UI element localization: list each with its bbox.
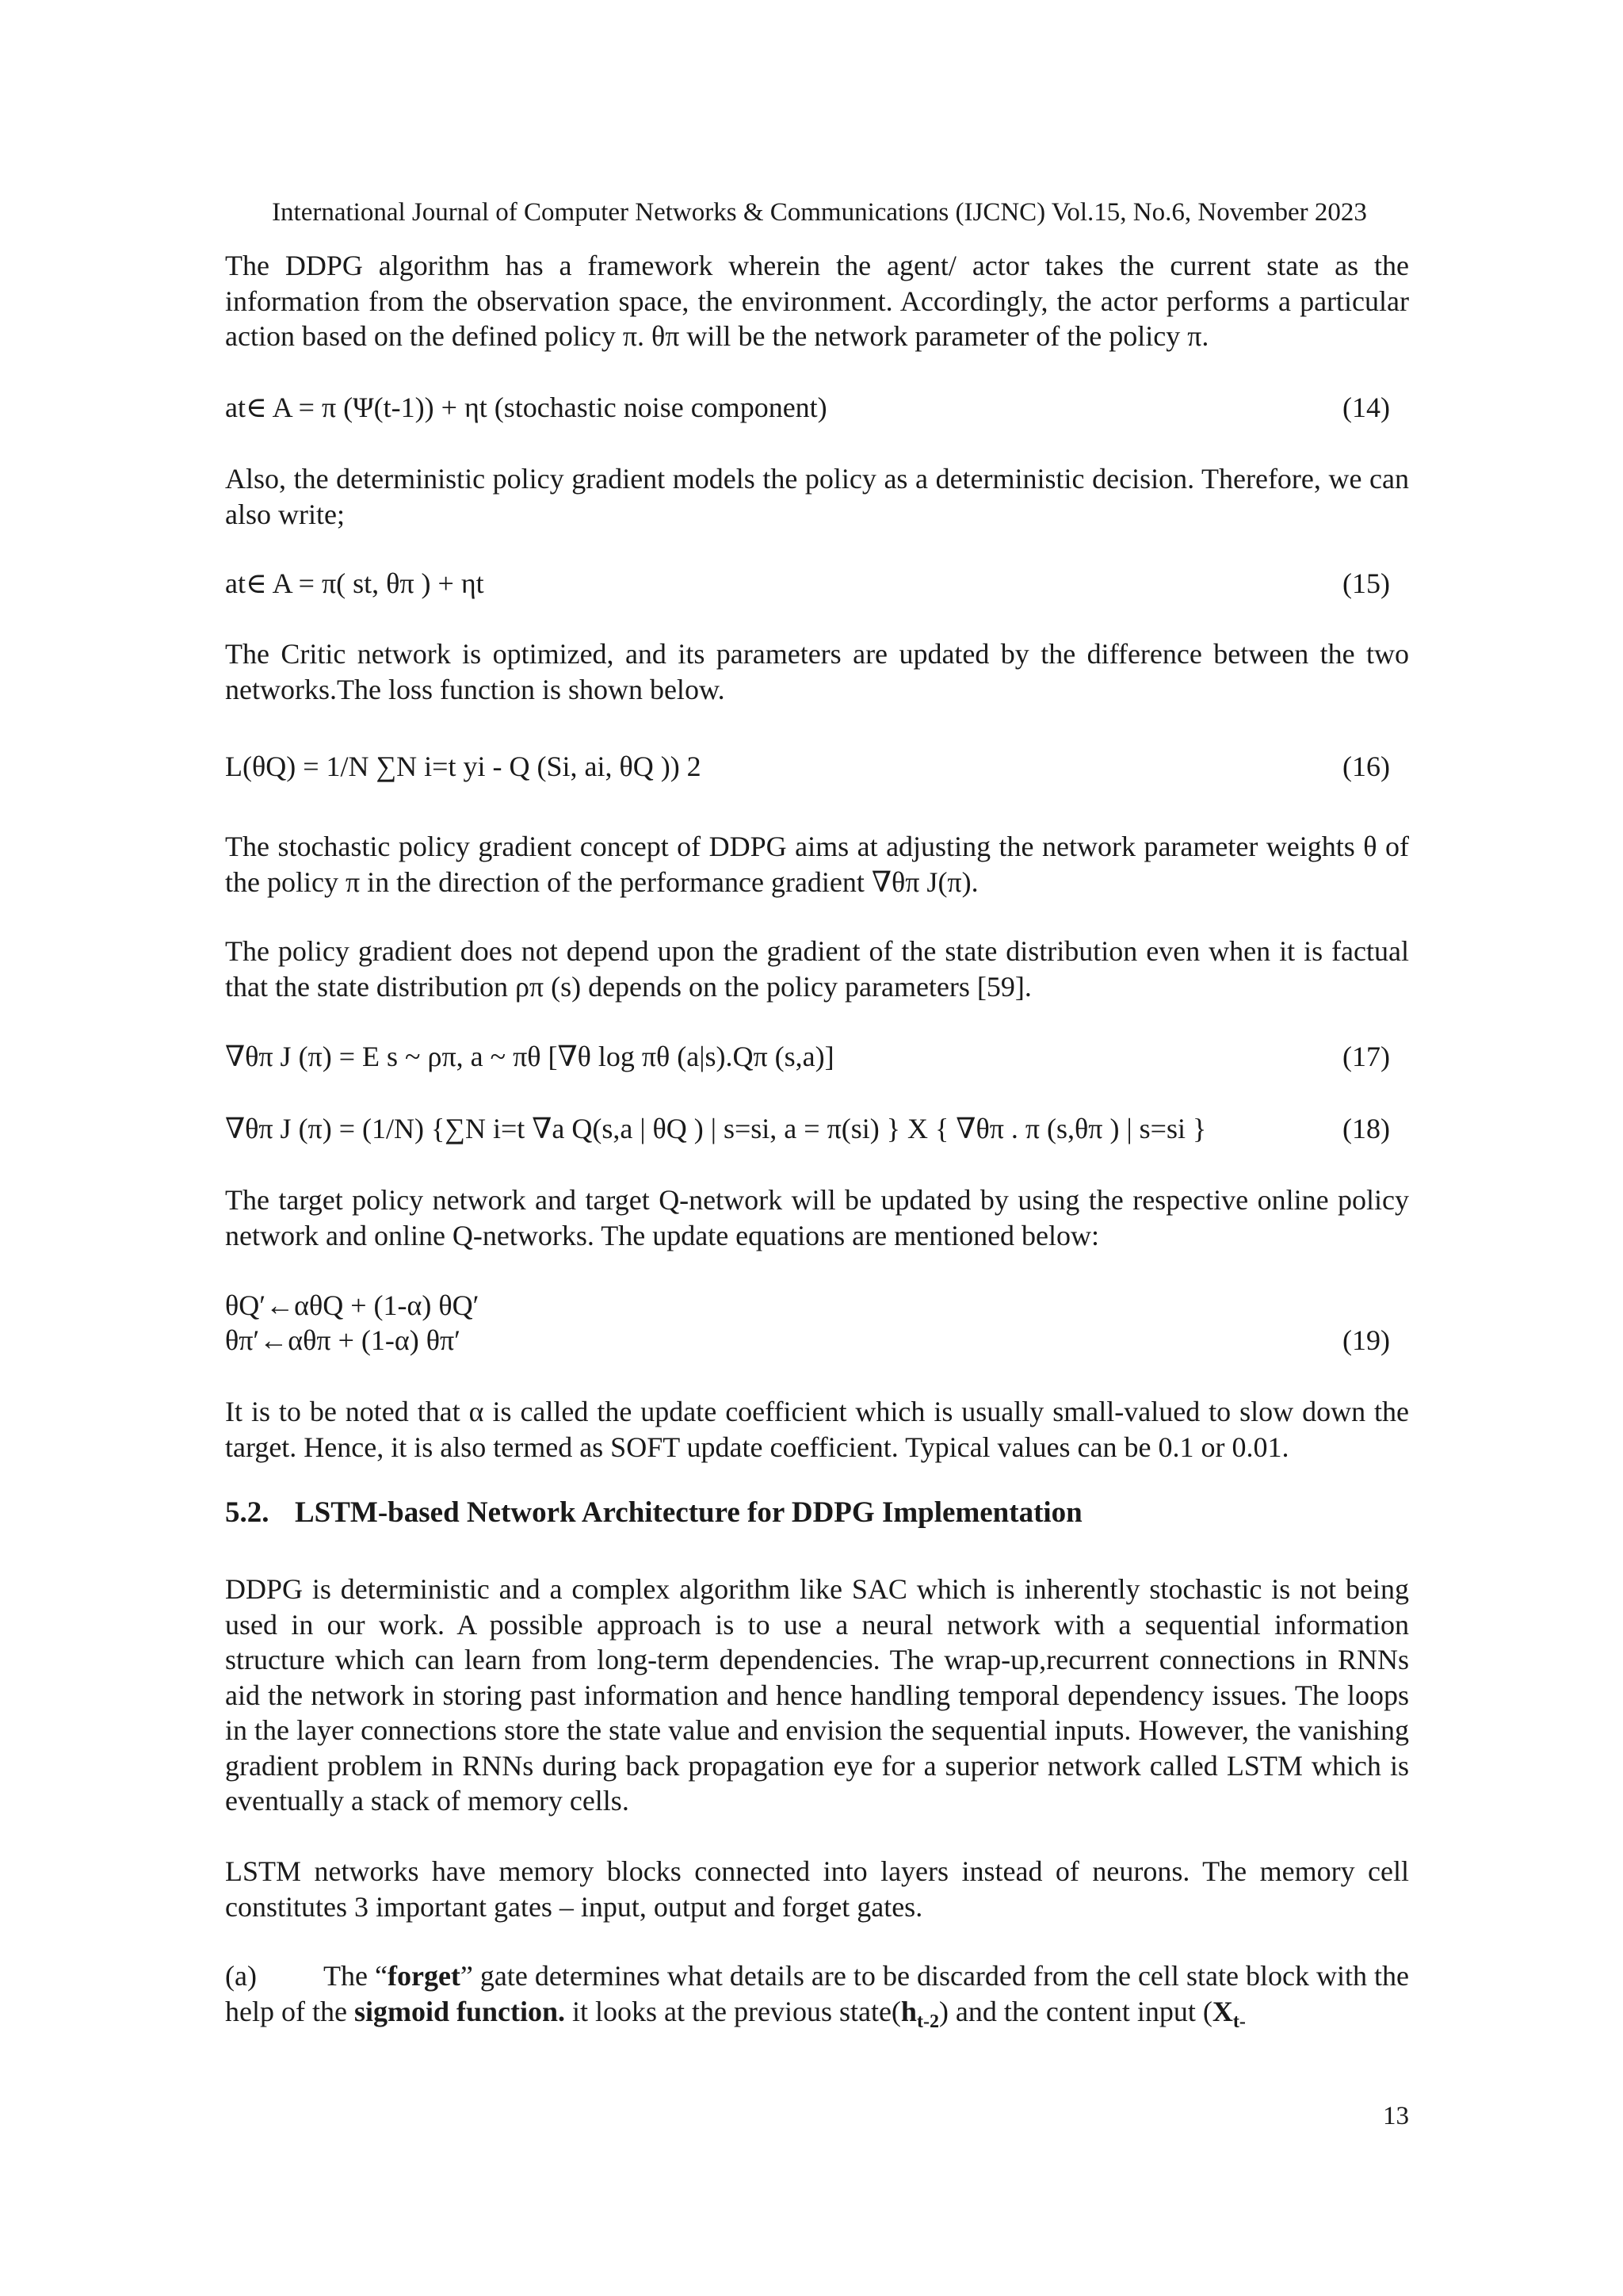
equation-15	[225, 566, 1409, 601]
equation-16	[225, 749, 1409, 784]
equation-number: (17)	[1342, 1041, 1390, 1072]
paragraph-text: The stochastic policy gradient concept of DDPG aims at adjusting the network parameter weights θ of the policy π in the direction of the performance gradient ∇θπ J(π).	[225, 831, 1409, 898]
paragraph-state-distribution	[225, 934, 1409, 1004]
list-item-forget-gate	[225, 1958, 1409, 2039]
paragraph-update-coefficient	[225, 1394, 1409, 1465]
paragraph-ddpg-framework	[225, 248, 1409, 354]
bold-term: $h_{t-2}$	[900, 1995, 939, 2032]
section-number: 5.2.	[225, 1496, 269, 1529]
paragraph-text: The DDPG algorithm has a framework wherein the agent/ actor takes the current state as the information from the observation space, the environment. Accordingly, the actor performs a particular action based on the defined policy π. θπ will be the network parameter of the policy π.	[225, 250, 1409, 352]
equation-number: (14)	[1342, 392, 1390, 423]
paragraph-text: DDPG is deterministic and a complex algorithm like SAC which is inherently stochastic is not being used in our work. A possible approach is to use a neural network with a sequential information structure which can learn from long-term dependencies. The wrap-up,recurrent connections in RNNs aid the network in storing past information and hence handling temporal dependency issues. The loops in the layer connections store the state value and envision the sequential inputs. However, the vanishing gradient problem in RNNs during back propagation eye for a superior network called LSTM which is eventually a stack of memory cells.	[225, 1573, 1409, 1817]
paragraph-text: The policy gradient does not depend upon the gradient of the state distribution even when it is factual that the state distribution ρπ (s) depends on the policy parameters [59].	[225, 935, 1409, 1003]
equation-expression: ∇θπ J (π) = (1/N) {∑N i=t ∇a Q(s,a | θQ ) | s=si, a = π(si) } X { ∇θπ . π (s,θπ ) | s=si }	[225, 1113, 1207, 1144]
paragraph-lstm-motivation	[225, 1572, 1409, 1819]
bold-term: $X_{t-}$	[1212, 1995, 1246, 2032]
text-run: ” gate determines what details are to be discarded from the cell state block with the help of the	[225, 1960, 1409, 2027]
paragraph-deterministic-policy	[225, 461, 1409, 532]
page-number: 13	[1383, 2102, 1409, 2130]
equation-19-line-2	[225, 1323, 1409, 1358]
equation-expression: θπ′←αθπ + (1-α) θπ′	[225, 1324, 460, 1356]
paragraph-text: LSTM networks have memory blocks connected into layers instead of neurons. The memory cell constitutes 3 important gates – input, output and forget gates.	[225, 1855, 1409, 1923]
text-run: it looks at the previous state(	[565, 1995, 901, 2027]
equation-18	[225, 1111, 1409, 1146]
paragraph-text: It is to be noted that α is called the update coefficient which is usually small-valued to slow down the target. Hence, it is also termed as SOFT update coefficient. Typical values can be 0.1 or 0.01.	[225, 1396, 1409, 1463]
equation-number: (16)	[1342, 751, 1390, 782]
bold-term: forget	[387, 1960, 460, 1992]
paragraph-text: Also, the deterministic policy gradient models the policy as a deterministic decision. Therefore, we can also write;	[225, 463, 1409, 530]
list-item-label: (a)	[225, 1960, 257, 1992]
equation-number: (15)	[1342, 567, 1390, 599]
equation-number: (18)	[1342, 1113, 1390, 1144]
equation-expression: at∈ A = π (Ψ(t-1)) + ηt (stochastic noise component)	[225, 392, 827, 423]
bold-term: sigmoid function.	[353, 1995, 565, 2027]
equation-14	[225, 390, 1409, 425]
paragraph-critic-network	[225, 636, 1409, 707]
equation-17	[225, 1039, 1409, 1074]
equation-19-line-1	[225, 1288, 1409, 1323]
paragraph-lstm-gates	[225, 1854, 1409, 1924]
equation-expression: θQ′←αθQ + (1-α) θQ′	[225, 1289, 479, 1321]
section-heading	[225, 1495, 1409, 1531]
equation-number: (19)	[1342, 1324, 1390, 1356]
equation-expression: L(θQ) = 1/N ∑N i=t yi - Q (Si, ai, θQ )) 2	[225, 751, 701, 782]
paragraph-text: The Critic network is optimized, and its parameters are updated by the difference between the two networks.The loss function is shown below.	[225, 638, 1409, 705]
text-run: The “	[323, 1960, 388, 1992]
paragraph-target-networks	[225, 1182, 1409, 1253]
paragraph-stochastic-gradient	[225, 829, 1409, 900]
text-run: ) and the content input (	[938, 1995, 1212, 2027]
paragraph-text: The target policy network and target Q-network will be updated by using the respective online policy network and online Q-networks. The update equations are mentioned below:	[225, 1184, 1409, 1251]
section-title: LSTM-based Network Architecture for DDPG Implementation	[295, 1496, 1083, 1529]
equation-expression: at∈ A = π( st, θπ ) + ηt	[225, 567, 484, 599]
equation-expression: ∇θπ J (π) = E s ~ ρπ, a ~ πθ [∇θ log πθ (a|s).Qπ (s,a)]	[225, 1041, 834, 1072]
running-head: International Journal of Computer Networks & Communications (IJCNC) Vol.15, No.6, November 2023	[272, 198, 1367, 227]
